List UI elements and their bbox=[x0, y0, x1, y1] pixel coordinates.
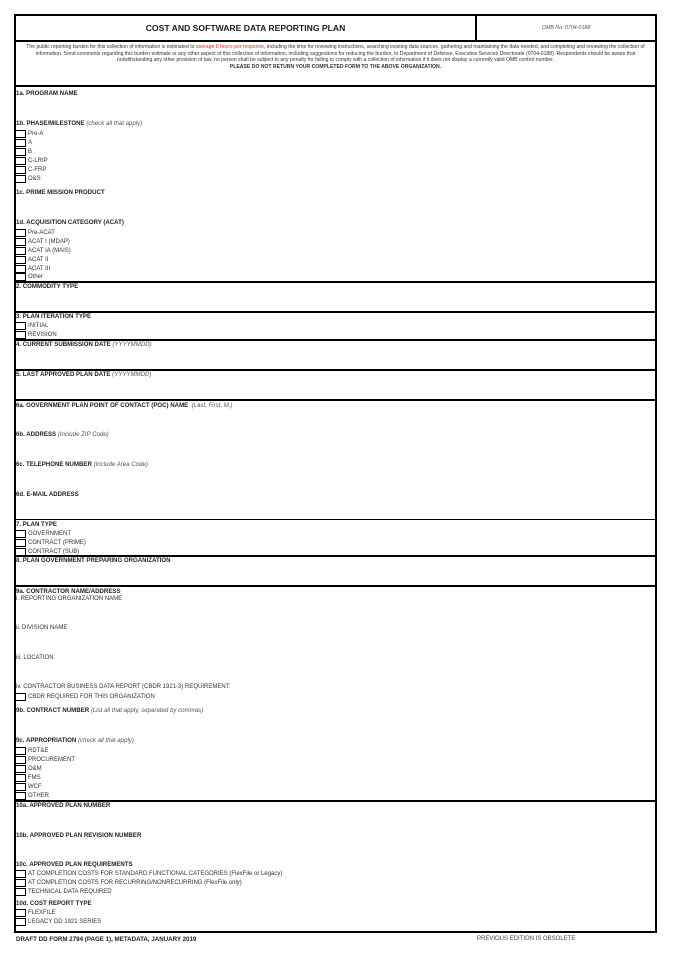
contract-number-label: 9b. CONTRACT NUMBER (List all that apply, separated by commas) bbox=[16, 707, 204, 714]
checkbox[interactable] bbox=[16, 139, 26, 147]
checkbox[interactable] bbox=[16, 792, 26, 800]
checkbox[interactable] bbox=[16, 747, 26, 755]
email-label: 6d. E-MAIL ADDRESS bbox=[16, 491, 79, 498]
checkbox-contract-sub[interactable]: CONTRACT (SUB) bbox=[16, 547, 79, 556]
checkbox[interactable] bbox=[16, 130, 26, 138]
checkbox-initial[interactable]: INITIAL bbox=[16, 321, 48, 330]
checkbox[interactable] bbox=[16, 247, 26, 255]
checkbox[interactable] bbox=[16, 157, 26, 165]
contractor-name-label: 9a. CONTRACTOR NAME/ADDRESS bbox=[16, 588, 121, 595]
checkbox-acat-ia[interactable]: ACAT IA (MAIS) bbox=[16, 246, 71, 255]
reporting-org-name-label: i. REPORTING ORGANIZATION NAME bbox=[16, 596, 123, 602]
checkbox-other[interactable]: OTHER bbox=[16, 791, 49, 800]
omb-number: OMB No. 0704-0188 bbox=[541, 25, 591, 31]
checkbox[interactable] bbox=[16, 918, 26, 926]
plan-iteration-label: 3. PLAN ITERATION TYPE bbox=[16, 313, 92, 320]
checkbox-flexfile[interactable]: FLEXFILE bbox=[16, 908, 56, 917]
form-footer-id: DRAFT DD FORM 2794 (PAGE 1), METADATA, JANUARY 2019 bbox=[16, 936, 197, 943]
title-row bbox=[16, 16, 655, 42]
preparing-org-label: 8. PLAN GOVERNMENT PREPARING ORGANIZATION bbox=[16, 557, 171, 564]
checkbox[interactable] bbox=[16, 229, 26, 237]
checkbox[interactable] bbox=[16, 870, 26, 878]
checkbox-contract-prime[interactable]: CONTRACT (PRIME) bbox=[16, 538, 86, 547]
checkbox[interactable] bbox=[16, 774, 26, 782]
checkbox-phase-pre-a[interactable]: Pre-A bbox=[16, 129, 43, 138]
burden-statement bbox=[16, 42, 655, 87]
checkbox-legacy-dd1921[interactable]: LEGACY DD 1921 SERIES bbox=[16, 917, 101, 926]
checkbox[interactable] bbox=[16, 879, 26, 887]
cost-report-type-label: 10d. COST REPORT TYPE bbox=[16, 900, 92, 907]
checkbox-acat-ii[interactable]: ACAT II bbox=[16, 255, 48, 264]
program-name-label: 1a. PROGRAM NAME bbox=[16, 90, 78, 97]
checkbox-standard-functional[interactable]: AT COMPLETION COSTS FOR STANDARD FUNCTIONAL CATEGORIES (FlexFile or Legacy) bbox=[16, 869, 282, 878]
checkbox[interactable] bbox=[16, 256, 26, 264]
checkbox-phase-a[interactable]: A bbox=[16, 138, 32, 147]
prime-mission-product-label: 1c. PRIME MISSION PRODUCT bbox=[16, 189, 105, 196]
checkbox-phase-b[interactable]: B bbox=[16, 147, 32, 156]
checkbox-fms[interactable]: FMS bbox=[16, 773, 41, 782]
checkbox[interactable] bbox=[16, 273, 26, 281]
checkbox[interactable] bbox=[16, 539, 26, 547]
checkbox-technical-data[interactable]: TECHNICAL DATA REQUIRED bbox=[16, 887, 112, 896]
return-warning: PLEASE DO NOT RETURN YOUR COMPLETED FORM TO THE ABOVE ORGANIZATION. bbox=[229, 63, 442, 70]
section-10 bbox=[16, 802, 655, 931]
section-8 bbox=[16, 557, 655, 587]
checkbox-acat-iii[interactable]: ACAT III bbox=[16, 264, 50, 273]
checkbox[interactable] bbox=[16, 909, 26, 917]
checkbox[interactable] bbox=[16, 238, 26, 246]
checkbox-rdte[interactable]: RDT&E bbox=[16, 746, 48, 755]
section-2 bbox=[16, 283, 655, 313]
checkbox[interactable] bbox=[16, 765, 26, 773]
form-footer-obsolete: PREVIOUS EDITION IS OBSOLETE bbox=[477, 936, 576, 942]
cbdr-requirement-label: iv. CONTRACTOR BUSINESS DATA REPORT (CBDR 1921-3) REQUIREMENT: bbox=[16, 684, 231, 690]
burden-text-post: , including the time for reviewing instructions, searching existing data sources, gathering and maintaining the data needed, and completing and reviewing the collection of information. Send comments regarding this burden estimate or any other aspect of this collection of information, including suggestions for reducing the burden, to Department of Defense, Executive Services Directorate (0704-0188). Respondents should be aware that notwithstanding any other provision of law, no person shall be subject to any penalty for failing to comply with a collection of information if it does not display a currently valid OMB control number. bbox=[35, 44, 645, 64]
checkbox[interactable] bbox=[16, 783, 26, 791]
checkbox-acat-pre[interactable]: Pre-ACAT bbox=[16, 228, 55, 237]
checkbox[interactable] bbox=[16, 166, 26, 174]
commodity-type-label: 2. COMMODITY TYPE bbox=[16, 283, 79, 290]
section-6 bbox=[16, 401, 655, 520]
checkbox-procurement[interactable]: PROCUREMENT bbox=[16, 755, 75, 764]
acat-label: 1d. ACQUISITION CATEGORY (ACAT) bbox=[16, 219, 124, 226]
checkbox[interactable] bbox=[16, 148, 26, 156]
checkbox-government[interactable]: GOVERNMENT bbox=[16, 529, 71, 538]
current-submission-date-label: 4. CURRENT SUBMISSION DATE (YYYYMMDD) bbox=[16, 341, 152, 348]
section-1 bbox=[16, 89, 655, 283]
checkbox-revision[interactable]: REVISION bbox=[16, 330, 57, 339]
checkbox[interactable] bbox=[16, 322, 26, 330]
form-title: COST AND SOFTWARE DATA REPORTING PLAN bbox=[16, 16, 477, 40]
checkbox-acat-i[interactable]: ACAT I (MDAP) bbox=[16, 237, 70, 246]
plan-type-label: 7. PLAN TYPE bbox=[16, 521, 57, 528]
checkbox[interactable] bbox=[16, 175, 26, 183]
checkbox-om[interactable]: O&M bbox=[16, 764, 42, 773]
phase-milestone-label: 1b. PHASE/MILESTONE (check all that apply) bbox=[16, 120, 143, 127]
section-4 bbox=[16, 341, 655, 371]
approved-plan-requirements-label: 10c. APPROVED PLAN REQUIREMENTS bbox=[16, 861, 133, 868]
burden-highlight: average 8 hours per response bbox=[195, 44, 264, 50]
telephone-label: 6c. TELEPHONE NUMBER (Include Area Code) bbox=[16, 461, 148, 468]
approved-plan-number-label: 10a. APPROVED PLAN NUMBER bbox=[16, 802, 111, 809]
checkbox[interactable] bbox=[16, 530, 26, 538]
checkbox-phase-os[interactable]: O&S bbox=[16, 174, 41, 183]
checkbox[interactable] bbox=[16, 693, 26, 701]
checkbox[interactable] bbox=[16, 548, 26, 556]
section-5 bbox=[16, 371, 655, 401]
section-7 bbox=[16, 520, 655, 557]
checkbox[interactable] bbox=[16, 756, 26, 764]
appropriation-label: 9c. APPROPRIATION (check all that apply) bbox=[16, 737, 134, 744]
form-page bbox=[14, 14, 657, 933]
poc-name-label: 6a. GOVERNMENT PLAN POINT OF CONTACT (POC) NAME (Last, First, M.) bbox=[16, 402, 233, 409]
address-label: 6b. ADDRESS (Include ZIP Code) bbox=[16, 431, 109, 438]
burden-text-pre: The public reporting burden for this collection of information is estimated to bbox=[26, 44, 196, 50]
checkbox-recurring-nonrecurring[interactable]: AT COMPLETION COSTS FOR RECURRING/NONRECURRING (FlexFile only) bbox=[16, 878, 242, 887]
section-3 bbox=[16, 313, 655, 341]
checkbox-wcf[interactable]: WCF bbox=[16, 782, 42, 791]
section-9 bbox=[16, 587, 655, 802]
checkbox-cbdr-required[interactable]: CBDR REQUIRED FOR THIS ORGANIZATION bbox=[16, 692, 155, 701]
checkbox-phase-c-lrip[interactable]: C-LRIP bbox=[16, 156, 48, 165]
checkbox-acat-other[interactable]: Other bbox=[16, 272, 43, 281]
checkbox[interactable] bbox=[16, 331, 26, 339]
checkbox-phase-c-frp[interactable]: C-FRP bbox=[16, 165, 46, 174]
location-label: iii. LOCATION bbox=[16, 655, 54, 661]
last-approved-plan-date-label: 5. LAST APPROVED PLAN DATE (YYYYMMDD) bbox=[16, 371, 152, 378]
approved-plan-revision-label: 10b. APPROVED PLAN REVISION NUMBER bbox=[16, 832, 142, 839]
division-name-label: ii. DIVISION NAME bbox=[16, 625, 68, 631]
checkbox[interactable] bbox=[16, 888, 26, 896]
